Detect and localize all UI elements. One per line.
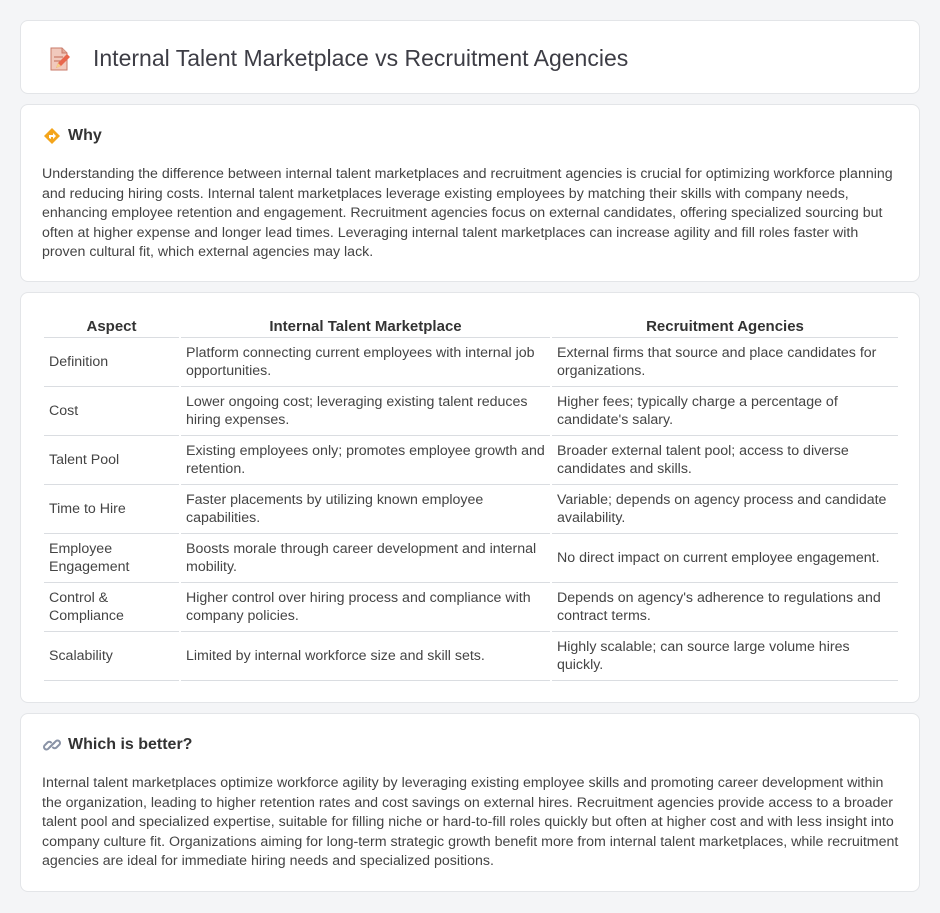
- aspect-cell: Control & Compliance: [44, 583, 179, 632]
- aspect-cell: Employee Engagement: [44, 534, 179, 583]
- table-row: [44, 583, 898, 632]
- agencies-cell: External firms that source and place candidates for organizations.: [552, 338, 898, 387]
- signpost-icon: [43, 127, 61, 145]
- why-heading: Why: [68, 127, 102, 144]
- why-body: Understanding the difference between internal talent marketplaces and recruitment agencies is crucial for optimizing workforce planning and reducing hiring costs. Internal talent marketplaces leverage existing employees by matching their skills with company needs, enhancing employee retention and engagement. Recruitment agencies focus on external candidates, offering specialized sourcing but often at higher expense and longer lead times. Leveraging internal talent marketplaces can increase agility and fill roles faster with proven cultural fit, which external agencies may lack.: [42, 166, 893, 261]
- table-row: [44, 338, 898, 387]
- agencies-cell: Broader external talent pool; access to diverse candidates and skills.: [552, 436, 898, 485]
- table-row: [44, 485, 898, 534]
- aspect-cell: Definition: [44, 338, 179, 387]
- agencies-cell: No direct impact on current employee engagement.: [552, 534, 898, 583]
- internal-cell: Platform connecting current employees with internal job opportunities.: [181, 338, 550, 387]
- aspect-cell: Talent Pool: [44, 436, 179, 485]
- internal-cell: Existing employees only; promotes employee growth and retention.: [181, 436, 550, 485]
- link-icon: [43, 736, 61, 754]
- table-row: [44, 436, 898, 485]
- better-body: Internal talent marketplaces optimize workforce agility by leveraging existing employee skills and promoting career development within the organization, leading to higher retention rates and cost savings on external hires. Recruitment agencies provide access to a broader talent pool and specialized expertise, suitable for filling niche or hard-to-fill roles quickly but often at higher cost and with less insight into company culture fit. Organizations aiming for long-term strategic growth benefit more from internal talent marketplaces, while recruitment agencies are ideal for immediate hiring needs and specialized positions.: [42, 775, 899, 870]
- edit-document-icon: [47, 46, 71, 72]
- internal-cell: Higher control over hiring process and compliance with company policies.: [181, 583, 550, 632]
- comparison-table: [42, 315, 900, 681]
- aspect-cell: Time to Hire: [44, 485, 179, 534]
- agencies-cell: Variable; depends on agency process and candidate availability.: [552, 485, 898, 534]
- header-aspect: Aspect: [44, 315, 179, 338]
- internal-cell: Faster placements by utilizing known employee capabilities.: [181, 485, 550, 534]
- title-row: [47, 45, 628, 72]
- why-heading-row: [43, 127, 102, 145]
- table-row: [44, 534, 898, 583]
- header-agencies: Recruitment Agencies: [552, 315, 898, 338]
- internal-cell: Lower ongoing cost; leveraging existing talent reduces hiring expenses.: [181, 387, 550, 436]
- table-row: [44, 632, 898, 681]
- why-section: [20, 104, 920, 282]
- comparison-section: [20, 292, 920, 703]
- which-better-section: [20, 713, 920, 892]
- better-heading: Which is better?: [68, 736, 193, 753]
- agencies-cell: Highly scalable; can source large volume hires quickly.: [552, 632, 898, 681]
- aspect-cell: Cost: [44, 387, 179, 436]
- page-title: Internal Talent Marketplace vs Recruitment Agencies: [93, 45, 629, 71]
- table-row: [44, 387, 898, 436]
- agencies-cell: Depends on agency's adherence to regulations and contract terms.: [552, 583, 898, 632]
- agencies-cell: Higher fees; typically charge a percentage of candidate's salary.: [552, 387, 898, 436]
- title-card: [20, 20, 920, 94]
- internal-cell: Limited by internal workforce size and skill sets.: [181, 632, 550, 681]
- header-internal: Internal Talent Marketplace: [181, 315, 550, 338]
- table-header-row: [44, 315, 898, 338]
- better-heading-row: [43, 736, 192, 754]
- internal-cell: Boosts morale through career development and internal mobility.: [181, 534, 550, 583]
- aspect-cell: Scalability: [44, 632, 179, 681]
